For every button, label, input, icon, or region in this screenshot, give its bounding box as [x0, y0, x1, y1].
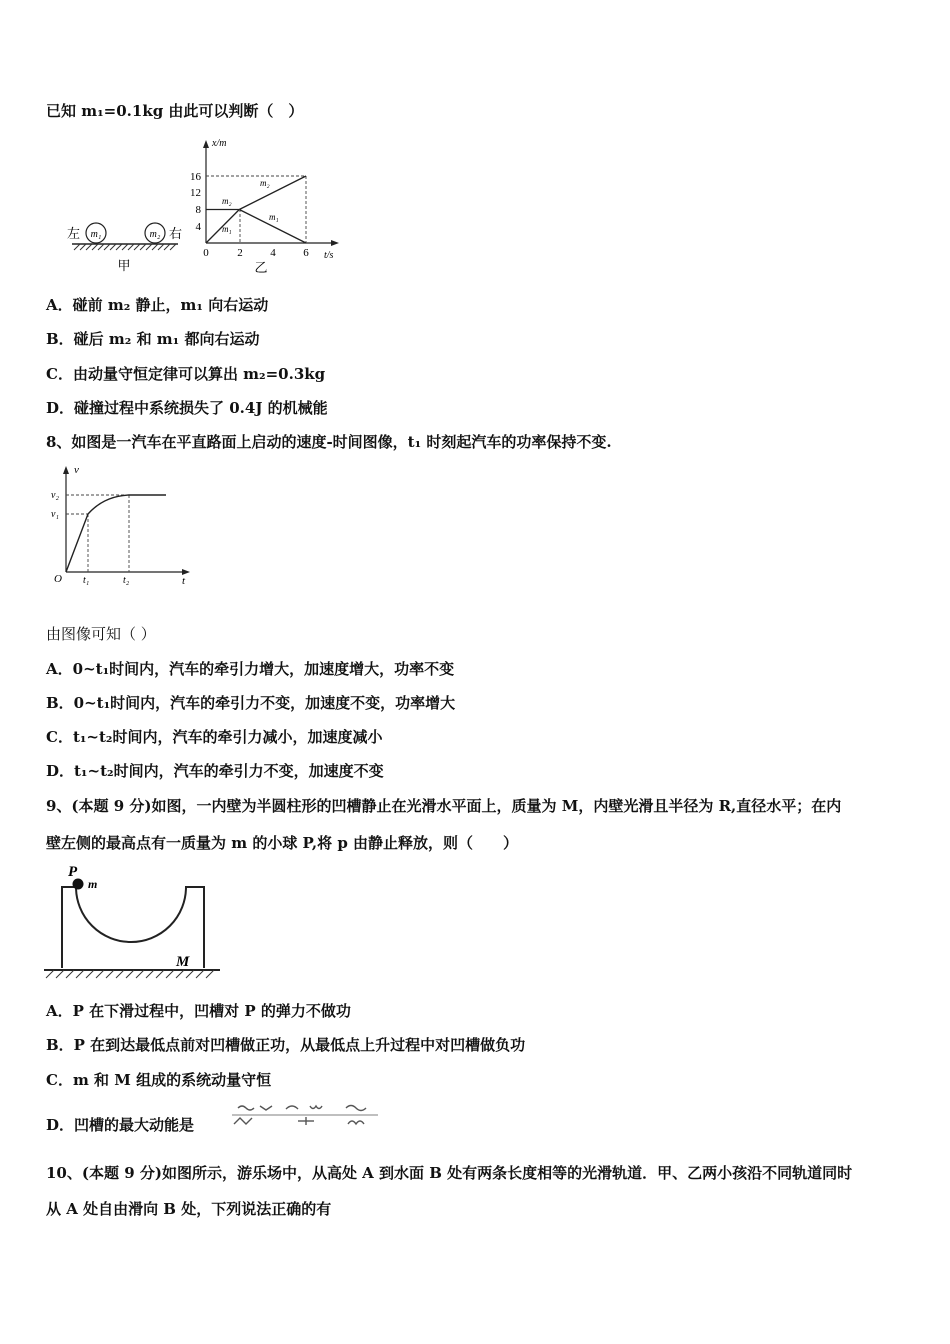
q7-option-c: C．由动量守恒定律可以算出 m₂=0.3kg [46, 365, 326, 383]
q7-option-d: D．碰撞过程中系统损失了 0.4J 的机械能 [46, 399, 328, 417]
q9-option-b: B．P 在到达最低点前对凹槽做正功，从最低点上升过程中对凹槽做负功 [46, 1036, 526, 1054]
q7-stem: 已知 m₁=0.1kg 由此可以判断（ ） [46, 102, 304, 120]
left-direction: 左 [67, 226, 81, 241]
x-tick-0: 0 [203, 247, 209, 259]
q9-option-c: C．m 和 M 组成的系统动量守恒 [46, 1071, 272, 1089]
v2-label: v₂ [51, 490, 59, 501]
q7-left-panel [67, 223, 182, 273]
t2-label: t₂ [123, 575, 130, 586]
label-m2-before: m₂ [222, 196, 232, 206]
q8-vt-graph [46, 462, 196, 587]
groove-M-label: M [176, 954, 190, 970]
x-axis-label: t/s [324, 250, 334, 261]
velocity-curve [66, 495, 166, 572]
ball-m2-label: m₂ [149, 229, 161, 240]
ball-m1-label: m₁ [90, 229, 102, 240]
q9-option-d: D．凹槽的最大动能是 [46, 1116, 195, 1134]
ball-p-label: P [68, 864, 78, 880]
label-m2-after: m₂ [260, 178, 270, 188]
x-tick-2: 2 [237, 247, 243, 259]
q7-option-b: B．碰后 m₂ 和 m₁ 都向右运动 [46, 330, 260, 348]
x-tick-6: 6 [303, 247, 309, 259]
q8-option-d: D．t₁~t₂时间内，汽车的牵引力不变，加速度不变 [46, 762, 384, 780]
label-m1-before: m₁ [222, 224, 232, 234]
y-tick-12: 12 [190, 187, 201, 199]
q8-prompt: 由图像可知（ ） [46, 625, 156, 643]
q8-stem: 8、如图是一汽车在平直路面上启动的速度-时间图像，t₁ 时刻起汽车的功率保持不变. [46, 433, 612, 451]
v-axis-label: v [74, 464, 79, 476]
right-direction: 右 [169, 226, 183, 241]
y-axis-label: x/m [212, 138, 227, 149]
m2-after-line [239, 176, 306, 210]
q9-stem-line2: 壁左侧的最高点有一质量为 m 的小球 P,将 p 由静止释放，则（ ） [46, 834, 519, 852]
q9-option-a: A．P 在下滑过程中，凹槽对 P 的弹力不做功 [46, 1002, 351, 1020]
q10-stem-line2: 从 A 处自由滑向 B 处，下列说法正确的有 [46, 1200, 332, 1218]
q8-option-b: B．0~t₁时间内，汽车的牵引力不变，加速度不变，功率增大 [46, 694, 456, 712]
x-tick-4: 4 [270, 247, 276, 259]
q7-xt-graph [190, 138, 339, 275]
q9-stem-line1: 9、(本题 9 分)如图，一内壁为半圆柱形的凹槽静止在光滑水平面上，质量为 M，内壁光滑且半径为 R,直径水平；在内 [46, 797, 842, 815]
q7-option-a: A．碰前 m₂ 静止，m₁ 向右运动 [46, 296, 269, 314]
ball-m-label: m [88, 877, 98, 891]
ball-p [73, 879, 84, 890]
q7-figure [60, 128, 350, 278]
origin-label: O [54, 573, 62, 585]
v1-label: v₁ [51, 509, 59, 520]
q9-figure [44, 862, 222, 986]
panel-jia-label: 甲 [117, 258, 131, 273]
y-tick-8: 8 [195, 204, 201, 216]
q8-option-a: A．0~t₁时间内，汽车的牵引力增大，加速度增大，功率不变 [46, 660, 455, 678]
q8-option-c: C．t₁~t₂时间内，汽车的牵引力减小，加速度减小 [46, 728, 383, 746]
q10-stem-line1: 10、(本题 9 分)如图所示，游乐场中，从高处 A 到水面 B 处有两条长度相等的光滑轨道．甲、乙两小孩沿不同轨道同时 [46, 1164, 853, 1182]
t-axis-label: t [182, 575, 186, 587]
y-tick-4: 4 [195, 221, 201, 233]
panel-yi-label: 乙 [254, 260, 268, 275]
q9-formula-image [228, 1100, 388, 1130]
y-tick-16: 16 [190, 171, 201, 183]
label-m1-after: m₁ [269, 212, 279, 222]
t1-label: t₁ [83, 575, 90, 586]
